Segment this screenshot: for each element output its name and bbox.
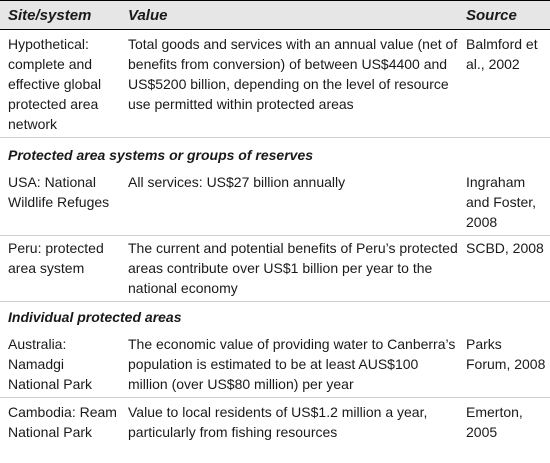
section-heading-individual: Individual protected areas — [8, 309, 182, 325]
value-cell: The current and potential benefits of Peru’s protected areas contribute over US$1 billion per year to the national economy — [128, 240, 458, 296]
site-cell: USA: National Wildlife Refuges — [8, 174, 110, 210]
header-site: Site/system — [8, 7, 92, 24]
site-cell: Australia: Namadgi National Park — [8, 336, 93, 392]
header-value: Value — [128, 7, 168, 24]
table-row — [0, 402, 550, 463]
table-header — [0, 0, 550, 30]
source-cell: Balmford et al., 2002 — [466, 36, 538, 72]
section-heading-systems: Protected area systems or groups of reserves — [8, 147, 314, 163]
site-cell: Cambodia: Ream National Park — [8, 404, 117, 440]
table-row — [0, 238, 550, 302]
table-row — [0, 172, 550, 236]
table-row — [0, 34, 550, 138]
source-cell: Emerton, 2005 — [466, 404, 523, 440]
value-cell: The economic value of providing water to Canberra’s population is estimated to be at least AUS$100 million (over US$80 million) per year — [128, 336, 456, 392]
source-cell: Ingraham and Foster, 2008 — [466, 174, 537, 230]
source-cell: Parks Forum, 2008 — [466, 336, 546, 372]
value-cell: All services: US$27 billion annually — [128, 174, 346, 190]
header-source: Source — [466, 7, 517, 24]
source-cell: SCBD, 2008 — [466, 240, 544, 256]
site-cell: Peru: protected area system — [8, 240, 104, 276]
value-cell: Total goods and services with an annual value (net of benefits from conversion) of between US$4400 and US$5200 billion, depending on the level of resource use permitted within protected areas — [128, 36, 458, 112]
table-row — [0, 334, 550, 398]
site-cell: Hypothetical: complete and effective global protected area network — [8, 36, 102, 132]
value-cell: Value to local residents of US$1.2 million a year, particularly from fishing resources — [128, 404, 428, 440]
